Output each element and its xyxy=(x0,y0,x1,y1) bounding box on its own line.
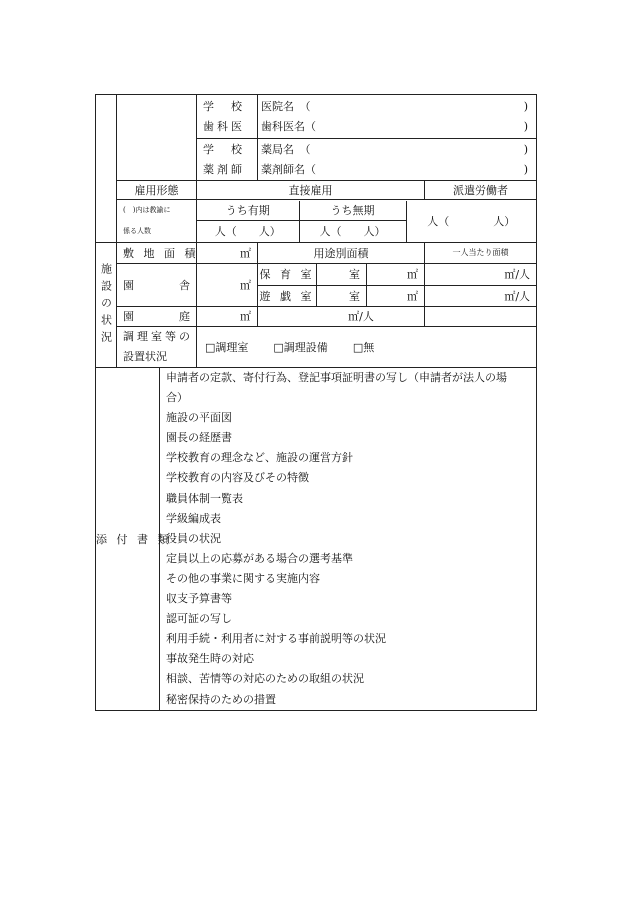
play-room-count-field[interactable]: 室 xyxy=(317,286,367,307)
cooking-equipment-checkbox[interactable]: □調理設備 xyxy=(273,340,328,354)
pharmacy-name-label: 薬局名 （ xyxy=(261,142,311,156)
garden-label: 園 庭 xyxy=(117,307,197,327)
fixed-term-count-field[interactable]: 人（ 人） xyxy=(197,221,299,242)
cooking-room-checkbox[interactable]: □調理室 xyxy=(205,340,249,354)
nursery-room-area-field[interactable]: ㎡ xyxy=(367,264,425,286)
left-blank-cell xyxy=(96,95,117,243)
fixed-term-header: うち有期 xyxy=(197,201,299,221)
close-paren: ) xyxy=(523,162,529,176)
attachment-item: 学校教育の内容及びその特徴 xyxy=(166,471,309,485)
employment-counts-cell xyxy=(197,200,537,243)
employment-type-label: 雇用形態 xyxy=(117,181,197,200)
blank-cell xyxy=(117,95,197,181)
play-room-per-person-field[interactable]: ㎡/人 xyxy=(425,286,537,307)
play-room-area-field[interactable]: ㎡ xyxy=(367,286,425,307)
attachment-item: 利用手続・利用者に対する事前説明等の状況 xyxy=(166,632,386,646)
attachment-item: 役員の状況 xyxy=(166,531,221,545)
nursery-room-per-person-field[interactable]: ㎡/人 xyxy=(425,264,537,286)
facility-section-text: 施設の状況 xyxy=(99,262,113,348)
attachment-item: 職員体制一覧表 xyxy=(166,491,243,505)
garden-area-field[interactable]: ㎡ xyxy=(197,307,258,327)
nursery-room-label: 保 育 室 xyxy=(258,264,317,286)
none-checkbox[interactable]: □無 xyxy=(352,340,375,354)
attachment-item: 学級編成表 xyxy=(166,511,221,525)
attachment-item: 申請者の定款、寄付行為、登記事項証明書の写し（申請者が法人の場 xyxy=(166,371,507,384)
attachment-item: 秘密保持のための措置 xyxy=(166,692,276,706)
pharmacist-info-cell[interactable] xyxy=(258,139,537,181)
site-area-field[interactable]: ㎡ xyxy=(197,243,258,264)
attachment-item: 定員以上の応募がある場合の選考基準 xyxy=(166,551,353,565)
attachment-item: 認可証の写し xyxy=(166,612,232,626)
nursery-room-count-field[interactable]: 室 xyxy=(317,264,367,286)
clinic-name-label: 医院名 （ xyxy=(261,99,311,113)
dentist-info-cell[interactable] xyxy=(258,95,537,139)
employment-note xyxy=(117,200,197,243)
attachment-item: 園長の経歴書 xyxy=(166,431,232,445)
cooking-facility-label xyxy=(117,327,197,368)
direct-employment-header: 直接雇用 xyxy=(197,181,425,200)
close-paren: ) xyxy=(523,99,529,113)
per-person-area-header: 一人当たり面積 xyxy=(425,243,537,264)
close-paren: ) xyxy=(523,119,529,133)
cooking-facility-label-line1: 調理室等の xyxy=(123,330,193,343)
dispatch-count-field[interactable]: 人（ 人） xyxy=(406,201,536,242)
building-area-field[interactable]: ㎡ xyxy=(197,264,258,307)
attachment-item: 学校教育の理念など、施設の運営方針 xyxy=(166,451,353,465)
school-dentist-label: 学 校 歯科医 xyxy=(197,95,258,139)
employment-note-line1: ( )内は教諭に xyxy=(123,206,171,214)
facility-section-label xyxy=(96,243,117,368)
blank-cell xyxy=(425,307,537,327)
garden-per-person-field[interactable]: ㎡/人 xyxy=(258,307,425,327)
attachment-item: その他の事業に関する実施内容 xyxy=(166,571,320,585)
employment-note-line2: 係る人数 xyxy=(123,227,151,235)
attachment-item: 相談、苦情等の対応のための取組の状況 xyxy=(166,672,364,686)
attachments-label: 添 付 書 類 xyxy=(96,368,160,711)
school-pharmacist-label: 学 校 薬剤師 xyxy=(197,139,258,181)
attachments-list xyxy=(160,368,537,711)
indefinite-term-header: うち無期 xyxy=(299,201,406,221)
attachment-item: 施設の平面図 xyxy=(166,411,232,425)
close-paren: ) xyxy=(523,142,529,156)
cooking-facility-options xyxy=(197,327,537,368)
employment-counts-table xyxy=(197,201,536,242)
attachment-item: 合） xyxy=(166,391,188,405)
application-form-table xyxy=(95,94,537,711)
pharmacist-name-label: 薬剤師名（ xyxy=(261,162,316,176)
play-room-label: 遊 戯 室 xyxy=(258,286,317,307)
indefinite-term-count-field[interactable]: 人（ 人） xyxy=(299,221,406,242)
attachment-item: 収支予算書等 xyxy=(166,592,232,606)
site-area-label: 敷 地 面 積 xyxy=(117,243,197,264)
cooking-facility-label-line2: 設置状況 xyxy=(123,350,167,363)
dispatch-worker-header: 派遣労働者 xyxy=(425,181,537,200)
building-label: 園 舎 xyxy=(117,264,197,307)
dentist-name-label: 歯科医名（ xyxy=(261,119,316,133)
usage-area-header: 用途別面積 xyxy=(258,243,425,264)
attachment-item: 事故発生時の対応 xyxy=(166,652,254,666)
